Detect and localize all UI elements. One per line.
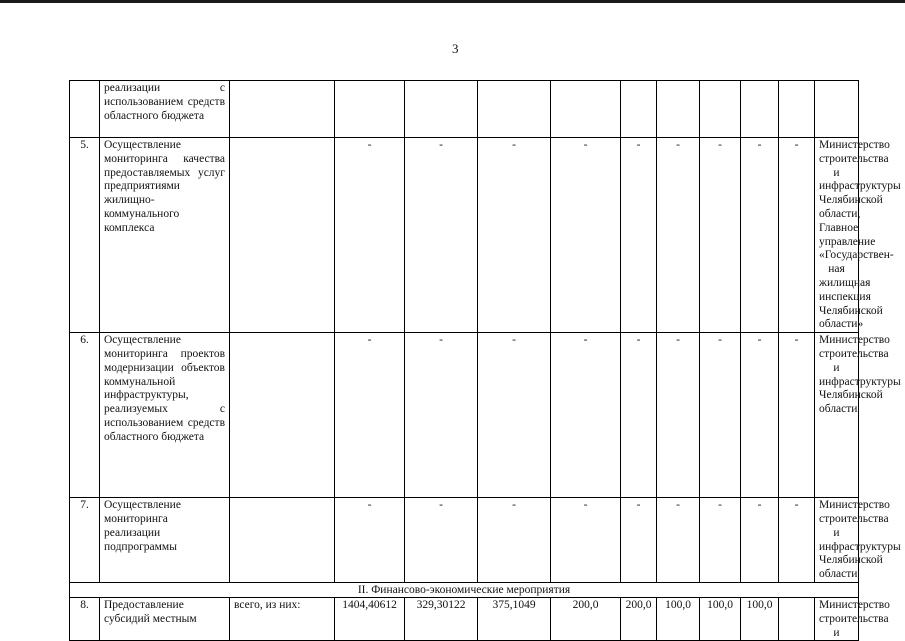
value-cell [741, 81, 779, 138]
value-cell [700, 81, 741, 138]
value-cell: 1404,40612 [335, 597, 405, 640]
value-cell: - [335, 498, 405, 583]
value-cell: - [621, 138, 657, 333]
value-cell: - [741, 333, 779, 498]
value-cell [551, 81, 621, 138]
section-heading: II. Финансово-экономические мероприятия [70, 582, 859, 597]
responsible-body: Министерство строительства и инфраструктуры Челябинской области, Главное управление «Государствен-ная жилищная инспекция Челябинской области» [815, 138, 859, 333]
page-top-border [0, 0, 905, 3]
page-number: 3 [452, 41, 459, 56]
value-cell: - [405, 138, 478, 333]
value-cell: - [478, 333, 551, 498]
value-cell: - [478, 498, 551, 583]
value-cell: - [657, 138, 700, 333]
value-cell: - [779, 333, 815, 498]
value-cell: - [551, 498, 621, 583]
table-row [70, 81, 859, 138]
value-cell [335, 81, 405, 138]
value-cell: - [405, 333, 478, 498]
value-cell: 200,0 [621, 597, 657, 640]
value-cell [779, 597, 815, 640]
value-cell: - [335, 333, 405, 498]
section-row [70, 582, 859, 597]
value-cell: - [551, 333, 621, 498]
value-cell: - [741, 138, 779, 333]
row-number: 5. [70, 138, 100, 333]
table-row [70, 498, 859, 583]
value-cell: - [621, 498, 657, 583]
funding-source: всего, из них: [230, 597, 335, 640]
responsible-body [815, 81, 859, 138]
value-cell: - [621, 333, 657, 498]
value-cell: - [779, 138, 815, 333]
value-cell [621, 81, 657, 138]
value-cell: 329,30122 [405, 597, 478, 640]
activity-name: реализации с использованием средств областного бюджета [100, 81, 230, 138]
value-cell [478, 81, 551, 138]
value-cell: 375,1049 [478, 597, 551, 640]
value-cell: - [478, 138, 551, 333]
value-cell: 100,0 [657, 597, 700, 640]
value-cell: - [657, 498, 700, 583]
value-cell: 100,0 [700, 597, 741, 640]
value-cell: - [700, 333, 741, 498]
value-cell: 200,0 [551, 597, 621, 640]
funding-source [230, 138, 335, 333]
value-cell: - [700, 498, 741, 583]
funding-source [230, 81, 335, 138]
responsible-body: Министерство строительства и инфраструктуры Челябинской области [815, 498, 859, 583]
value-cell [657, 81, 700, 138]
row-number [70, 81, 100, 138]
activity-name: Осуществление мониторинга проектов модернизации объектов коммунальной инфраструктуры, реализуемых с использованием средств областного бюджета [100, 333, 230, 498]
responsible-body: Министерство строительства и [815, 597, 859, 640]
value-cell: - [741, 498, 779, 583]
value-cell: - [551, 138, 621, 333]
activity-name: Осуществление мониторинга реализации подпрограммы [100, 498, 230, 583]
value-cell [405, 81, 478, 138]
value-cell: - [335, 138, 405, 333]
table-row [70, 333, 859, 498]
value-cell: - [700, 138, 741, 333]
row-number: 7. [70, 498, 100, 583]
table-row [70, 597, 859, 640]
value-cell: - [405, 498, 478, 583]
value-cell: 100,0 [741, 597, 779, 640]
responsible-body: Министерство строительства и инфраструктуры Челябинской области [815, 333, 859, 498]
value-cell [779, 81, 815, 138]
row-number: 6. [70, 333, 100, 498]
table-row [70, 138, 859, 333]
row-number: 8. [70, 597, 100, 640]
value-cell: - [779, 498, 815, 583]
value-cell: - [657, 333, 700, 498]
funding-source [230, 498, 335, 583]
program-activities-table [69, 80, 901, 641]
funding-source [230, 333, 335, 498]
activity-name: Предоставление субсидий местным [100, 597, 230, 640]
activity-name: Осуществление мониторинга качества предоставляемых услуг предприятиями жилищно-коммунального комплекса [100, 138, 230, 333]
